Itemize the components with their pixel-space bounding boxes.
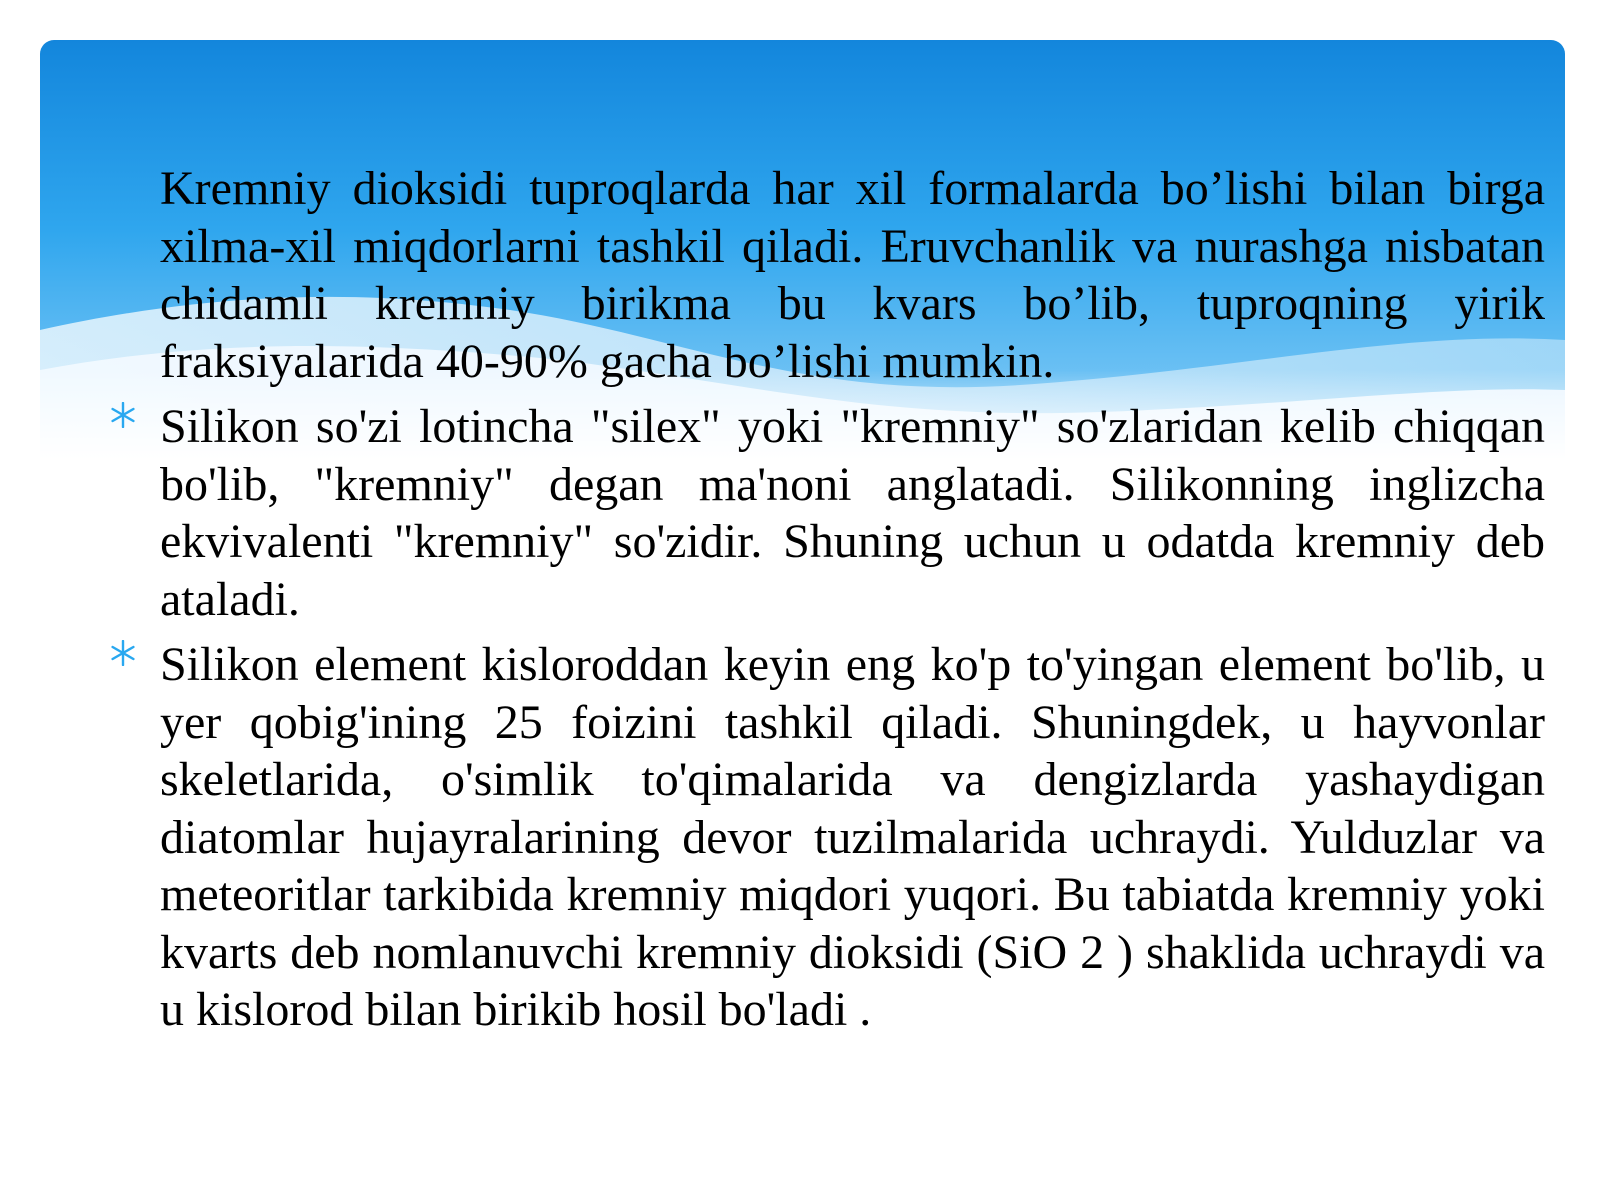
list-item [110, 398, 1545, 628]
bullet-list [110, 160, 1545, 1047]
asterisk-icon [110, 402, 136, 428]
paragraph-text: Silikon element kisloroddan keyin eng ko'p to'yingan element bo'lib, u yer qobig'ining 25 foizini tashkil qiladi. Shuningdek, u hayvonlar skeletlarida, o'simlik to'qimalarida va dengizlarda yashaydigan diatomlar hujayralarining devor tuzilmalarida uchraydi. Yulduzlar va meteoritlar tarkibida kremniy miqdori yuqori. Bu tabiatda kremniy yoki kvarts deb nomlanuvchi kremniy dioksidi (SiO 2 ) shaklida uchraydi va u kislorod bilan birikib hosil bo'ladi . [160, 638, 1545, 1036]
list-item [110, 160, 1545, 390]
paragraph-text: Kremniy dioksidi tuproqlarda har xil formalarda bo’lishi bilan birga xilma-xil miqdorlarni tashkil qiladi. Eruvchanlik va nurashga nisbatan chidamli kremniy birikma bu kvars bo’lib, tuproqning yirik fraksiyalarida 40-90% gacha bo’lishi mumkin. [160, 162, 1545, 388]
asterisk-icon [110, 640, 136, 666]
list-item [110, 636, 1545, 1039]
paragraph-text: Silikon so'zi lotincha "silex" yoki "kremniy" so'zlaridan kelib chiqqan bo'lib, "kremniy" degan ma'noni anglatadi. Silikonning inglizcha ekvivalenti "kremniy" so'zidir. Shuning uchun u odatda kremniy deb ataladi. [160, 400, 1545, 626]
